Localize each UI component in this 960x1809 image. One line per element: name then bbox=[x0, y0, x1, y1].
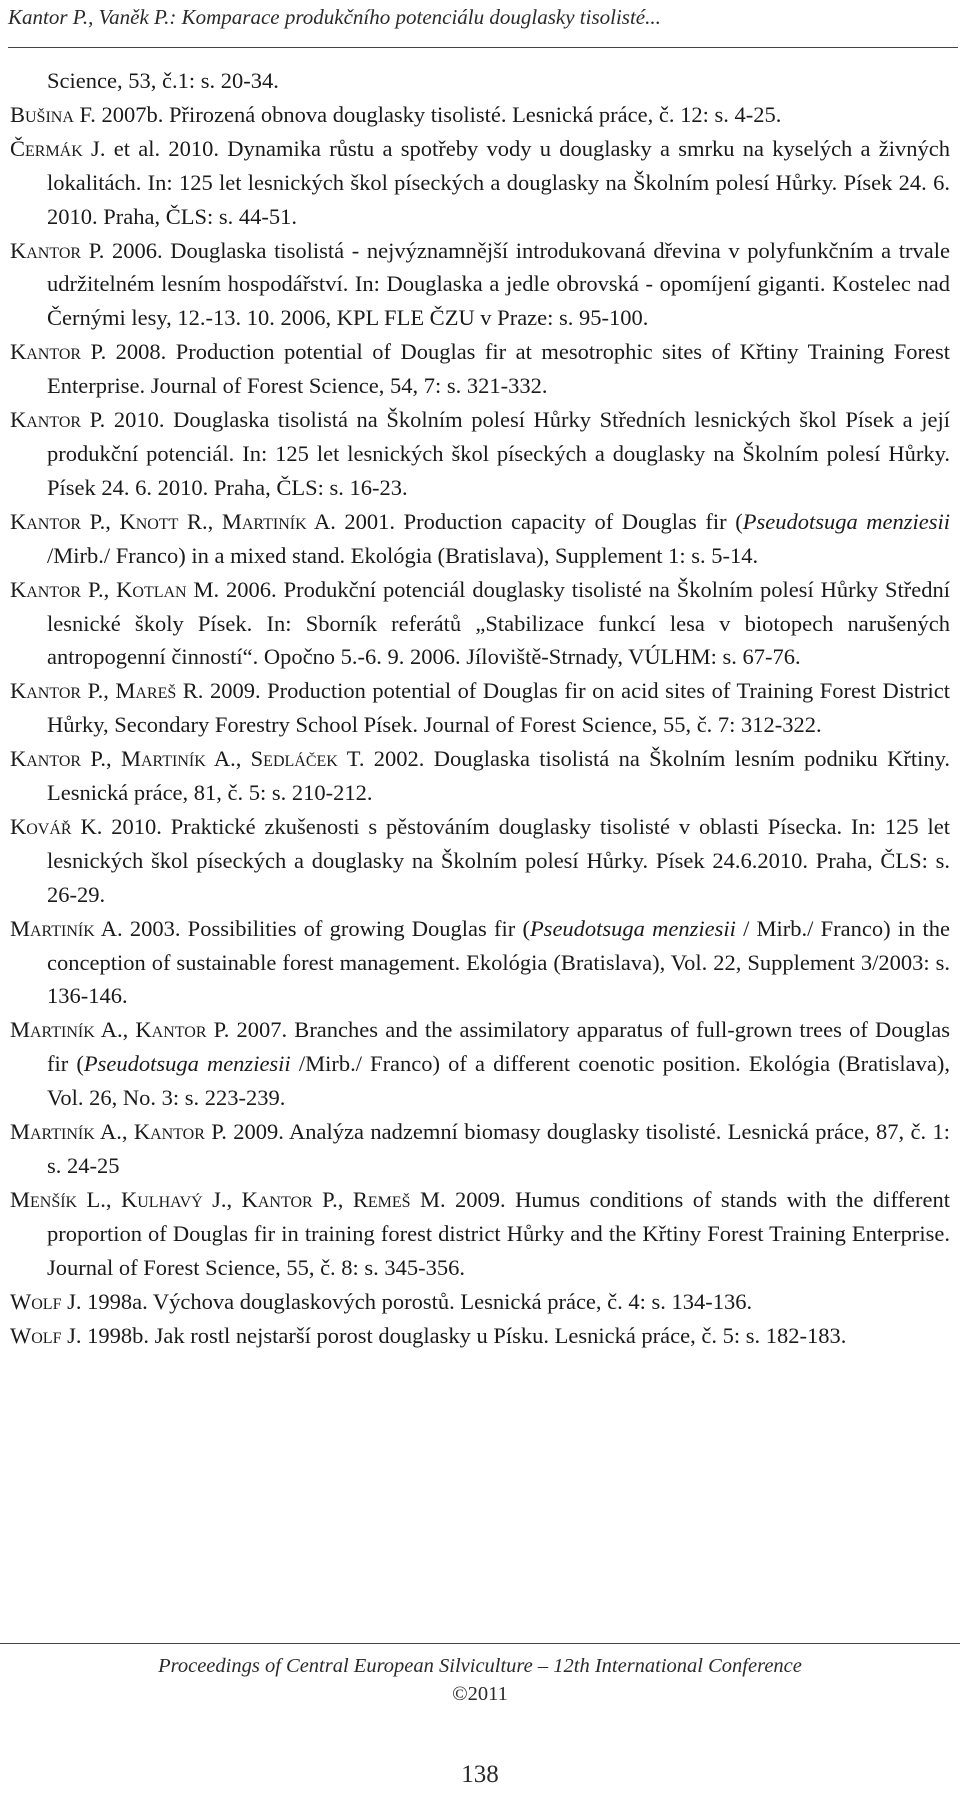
reference-entry bbox=[10, 98, 950, 132]
reference-text: P. 2006. Douglaska tisolistá - nejvýznamnější introdukovaná dřevina v polyfunkčním a trvale udržitelném lesním hospodářství. In: Douglaska a jedle obrovská - opomíjení giganti. Kostelec nad Černými lesy, 12.-13. 10. 2006, KPL FLE ČZU v Praze: s. 95-100. bbox=[47, 237, 950, 331]
running-header bbox=[8, 4, 958, 44]
reference-text: K. 2010. Praktické zkušenosti s pěstováním douglasky tisolisté v oblasti Písecka. In: 125 let lesnických škol píseckých a douglasky na Školním polesí Hůrky. Písek 24.6.2010. Praha, ČLS: s. 26-29. bbox=[47, 813, 950, 907]
reference-text: J. 1998b. Jak rostl nejstarší porost douglasky u Písku. Lesnická práce, č. 5: s. 182-183. bbox=[61, 1322, 847, 1348]
reference-authors: Wolf bbox=[10, 1288, 62, 1314]
reference-authors: Kantor bbox=[10, 339, 82, 365]
page-number: 138 bbox=[461, 1761, 499, 1788]
reference-authors: Martiník A., Kantor bbox=[10, 1017, 207, 1043]
reference-entry bbox=[10, 810, 950, 912]
header-rule bbox=[8, 47, 958, 48]
reference-text: / Mirb./ Franco) in the conception of sustainable forest management. Ekológia (Bratislava), Vol. 22, Supplement 3/2003: s. 136-146. bbox=[47, 915, 950, 1009]
reference-entry bbox=[10, 742, 950, 810]
reference-text: A. 2003. Possibilities of growing Douglas fir ( bbox=[94, 915, 530, 941]
reference-authors: Martiník bbox=[10, 915, 95, 941]
reference-text: P. 2007. Branches and the assimilatory apparatus of full-grown trees of Douglas fir ( bbox=[47, 1017, 950, 1077]
footer bbox=[0, 1652, 960, 1708]
reference-list bbox=[10, 64, 950, 1352]
reference-text: /Mirb./ Franco) of a different coenotic position. Ekológia (Bratislava), Vol. 26, No. 3: s. 223-239. bbox=[47, 1051, 950, 1111]
reference-entry bbox=[10, 335, 950, 403]
reference-text: J. 1998a. Výchova douglaskových porostů. Lesnická práce, č. 4: s. 134-136. bbox=[61, 1288, 753, 1314]
reference-authors: Martiník A., Kantor bbox=[10, 1119, 205, 1145]
species-name: Pseudotsuga menziesii bbox=[742, 508, 951, 534]
reference-text: J. et al. 2010. Dynamika růstu a spotřeby vody u douglasky a smrku na kyselých a živných lokalitách. In: 125 let lesnických škol píseckých a douglasky na Školním polesí Hůrky. Písek 24. 6. 2010. Praha, ČLS: s. 44-51. bbox=[47, 135, 950, 229]
reference-entry bbox=[10, 674, 950, 742]
reference-text: F. 2007b. Přirozená obnova douglasky tisolisté. Lesnická práce, č. 12: s. 4-25. bbox=[73, 101, 782, 127]
copyright: ©2011 bbox=[452, 1683, 508, 1705]
footer-rule bbox=[0, 1643, 960, 1644]
reference-entry bbox=[10, 132, 950, 234]
reference-authors: Kovář bbox=[10, 813, 72, 839]
reference-authors: Kantor bbox=[10, 407, 82, 433]
reference-entry bbox=[10, 64, 950, 98]
reference-text: R. 2009. Production potential of Douglas fir on acid sites of Training Forest District Hůrky, Secondary Forestry School Písek. Journal of Forest Science, 55, č. 7: 312-322. bbox=[47, 678, 950, 738]
reference-authors: Kantor bbox=[10, 237, 82, 263]
species-name: Pseudotsuga menziesii bbox=[83, 1051, 291, 1077]
reference-authors: Kantor P., Mareš bbox=[10, 678, 177, 704]
reference-text: /Mirb./ Franco) in a mixed stand. Ekológia (Bratislava), Supplement 1: s. 5-14. bbox=[47, 542, 759, 568]
reference-entry bbox=[10, 1115, 950, 1183]
reference-authors: Kantor P., Knott R., Martiník bbox=[10, 508, 307, 534]
reference-entry bbox=[10, 1319, 950, 1353]
reference-authors: Kantor P., Kotlan bbox=[10, 576, 187, 602]
reference-entry bbox=[10, 1183, 950, 1285]
reference-entry bbox=[10, 1285, 950, 1319]
reference-authors: Wolf bbox=[10, 1322, 62, 1348]
reference-text: P. 2010. Douglaska tisolistá na Školním polesí Hůrky Středních lesnických škol Písek a její produkční potenciál. In: 125 let lesnických škol píseckých a douglasky na Školním polesí Hůrky. Písek 24. 6. 2010. Praha, ČLS: s. 16-23. bbox=[47, 407, 950, 500]
reference-entry bbox=[10, 912, 950, 1014]
reference-entry bbox=[10, 403, 950, 505]
reference-entry bbox=[10, 573, 950, 675]
reference-text: P. 2009. Analýza nadzemní biomasy douglasky tisolisté. Lesnická práce, 87, č. 1: s. 24-25 bbox=[47, 1119, 950, 1178]
reference-authors: Kantor P., Martiník A., Sedláček bbox=[10, 746, 338, 772]
reference-text: M. 2009. Humus conditions of stands with the different proportion of Douglas fir in training forest district Hůrky and the Křtiny Forest Training Enterprise. Journal of Forest Science, 55, č. 8: s. 345-356. bbox=[47, 1186, 950, 1280]
reference-authors: Bušina bbox=[10, 101, 74, 127]
reference-entry bbox=[10, 234, 950, 336]
reference-text: M. 2006. Produkční potenciál douglasky tisolisté na Školním polesí Hůrky Střední lesnické školy Písek. In: Sborník referátů „Stabilizace funkcí lesa v biotopech narušených antropogenní činností“. Opočno 5.-6. 9. 2006. Jíloviště-Strnady, VÚLHM: s. 67-76. bbox=[47, 576, 950, 670]
reference-text: A. 2001. Production capacity of Douglas fir ( bbox=[306, 508, 743, 534]
reference-entry bbox=[10, 505, 950, 573]
running-title: Kantor P., Vaněk P.: Komparace produkčního potenciálu douglasky tisolisté... bbox=[8, 5, 661, 29]
reference-text: Science, 53, č.1: s. 20-34. bbox=[47, 68, 279, 93]
conference-title: Proceedings of Central European Silviculture – 12th International Conference bbox=[158, 1655, 802, 1677]
reference-authors: Menšík L., Kulhavý J., Kantor P., Remeš bbox=[10, 1186, 411, 1212]
species-name: Pseudotsuga menziesii bbox=[529, 915, 736, 941]
reference-text: T. 2002. Douglaska tisolistá na Školním lesním podniku Křtiny. Lesnická práce, 81, č. 5: s. 210-212. bbox=[47, 746, 950, 806]
reference-authors: Čermák bbox=[10, 135, 83, 161]
reference-text: P. 2008. Production potential of Douglas fir at mesotrophic sites of Křtiny Training Forest Enterprise. Journal of Forest Science, 54, 7: s. 321-332. bbox=[47, 339, 950, 399]
reference-entry bbox=[10, 1013, 950, 1115]
